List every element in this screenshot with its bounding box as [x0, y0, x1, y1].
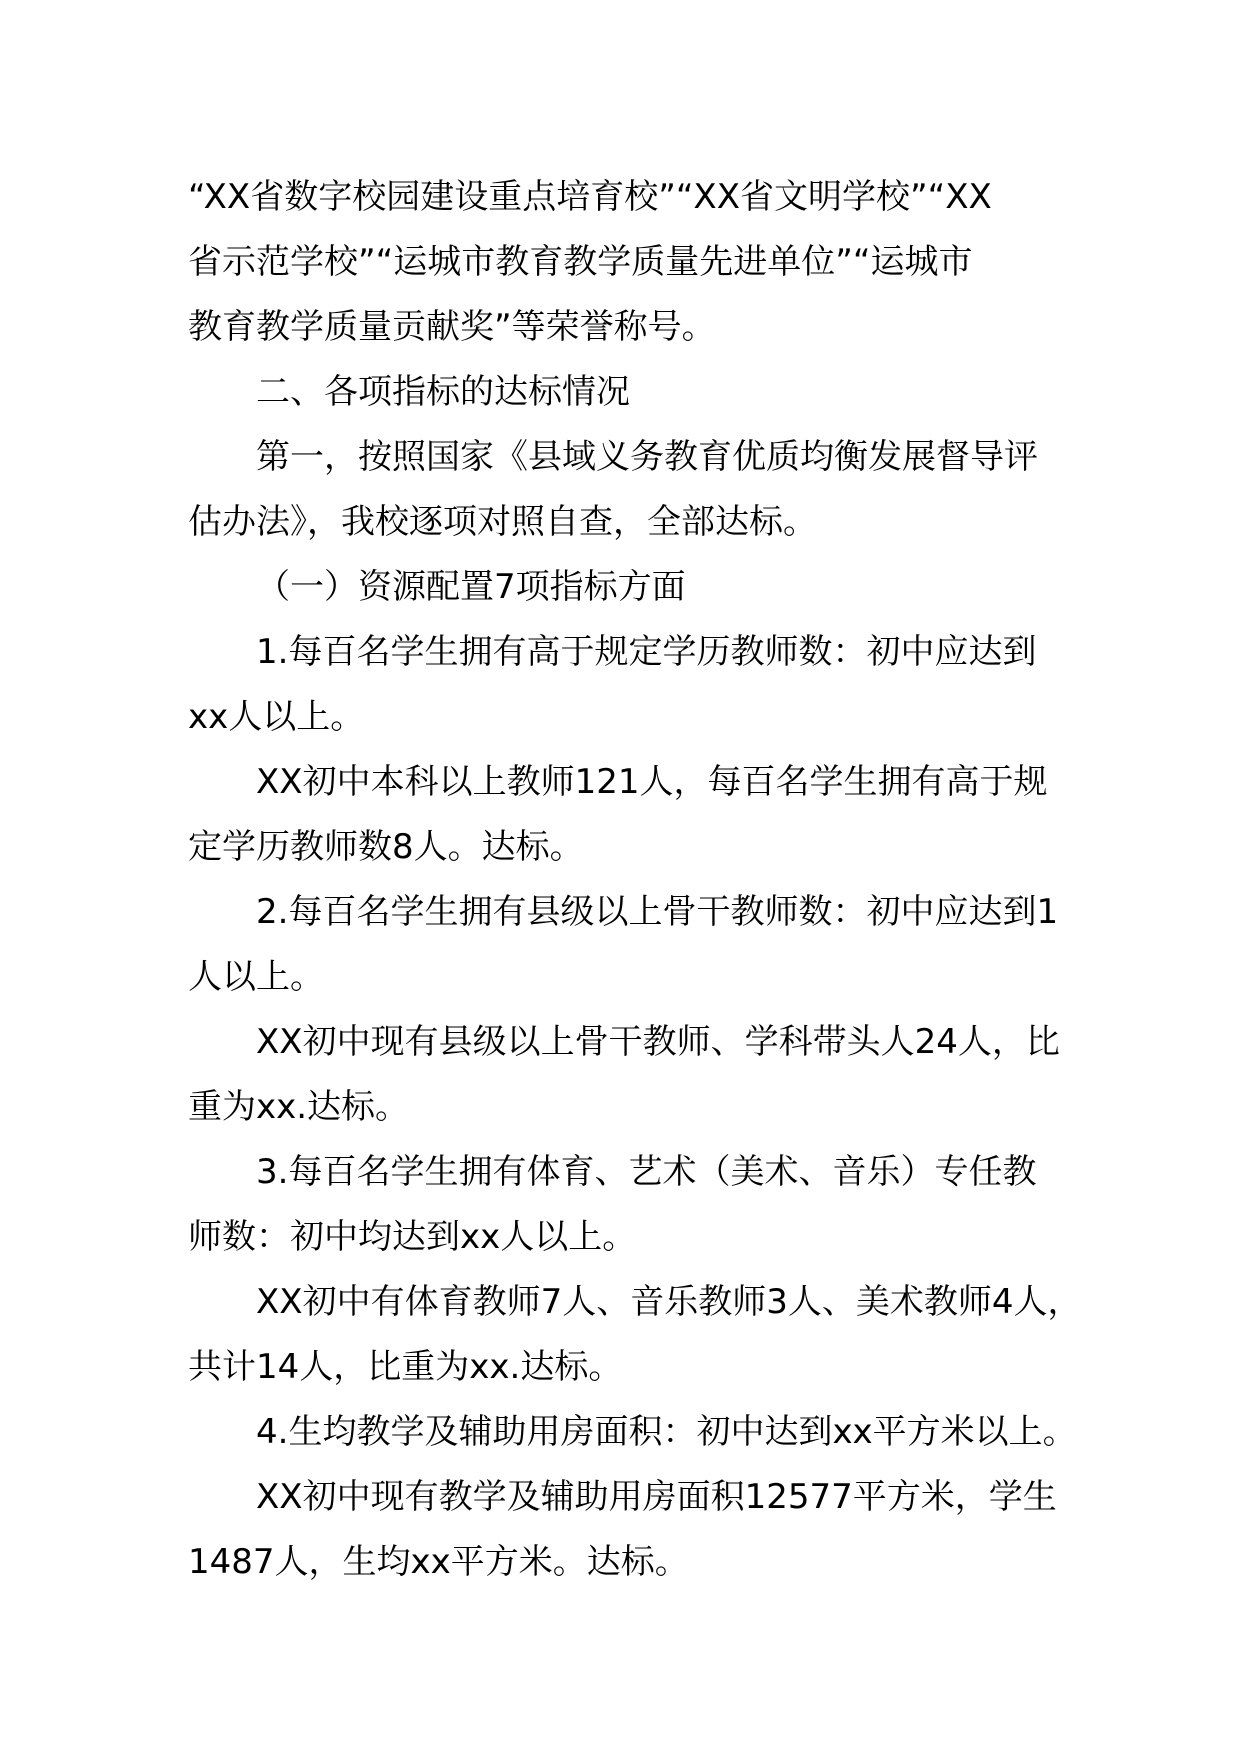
indicator-item: 3.每百名学生拥有体育、艺术（美术、音乐）专任教 — [256, 1152, 1037, 1192]
text-line: 估办法》，我校逐项对照自查，全部达标。 — [188, 502, 817, 542]
text-line: 人以上。 — [188, 957, 324, 997]
indicator-item: 4.生均教学及辅助用房面积：初中达到xx平方米以上。 — [256, 1412, 1077, 1452]
text-line: XX初中本科以上教师121人，每百名学生拥有高于规 — [256, 762, 1048, 802]
text-line: 1487人，生均xx平方米。达标。 — [188, 1542, 689, 1582]
text-line: 省示范学校”“运城市教育教学质量先进单位”“运城市 — [188, 242, 973, 282]
text-line: “XX省数字校园建设重点培育校”“XX省文明学校”“XX — [188, 177, 992, 217]
text-line: 教育教学质量贡献奖”等荣誉称号。 — [188, 307, 716, 347]
text-line: 第一，按照国家《县域义务教育优质均衡发展督导评 — [256, 437, 1038, 477]
text-line: XX初中现有县级以上骨干教师、学科带头人24人，比 — [256, 1022, 1060, 1062]
document-body — [188, 165, 1082, 1595]
text-line: 重为xx.达标。 — [188, 1087, 410, 1127]
indicator-item: 2.每百名学生拥有县级以上骨干教师数：初中应达到1 — [256, 892, 1059, 932]
text-line: 定学历教师数8人。达标。 — [188, 827, 584, 867]
text-line: 共计14人，比重为xx.达标。 — [188, 1347, 623, 1387]
text-line: XX初中现有教学及辅助用房面积12577平方米，学生 — [256, 1477, 1057, 1517]
text-line: 师数：初中均达到xx人以上。 — [188, 1217, 637, 1257]
subsection-heading: （一）资源配置7项指标方面 — [256, 567, 686, 607]
text-line: xx人以上。 — [188, 697, 365, 737]
text-line: XX初中有体育教师7人、音乐教师3人、美术教师4人， — [256, 1282, 1082, 1322]
section-heading: 二、各项指标的达标情况 — [256, 372, 630, 412]
indicator-item: 1.每百名学生拥有高于规定学历教师数：初中应达到 — [256, 632, 1037, 672]
